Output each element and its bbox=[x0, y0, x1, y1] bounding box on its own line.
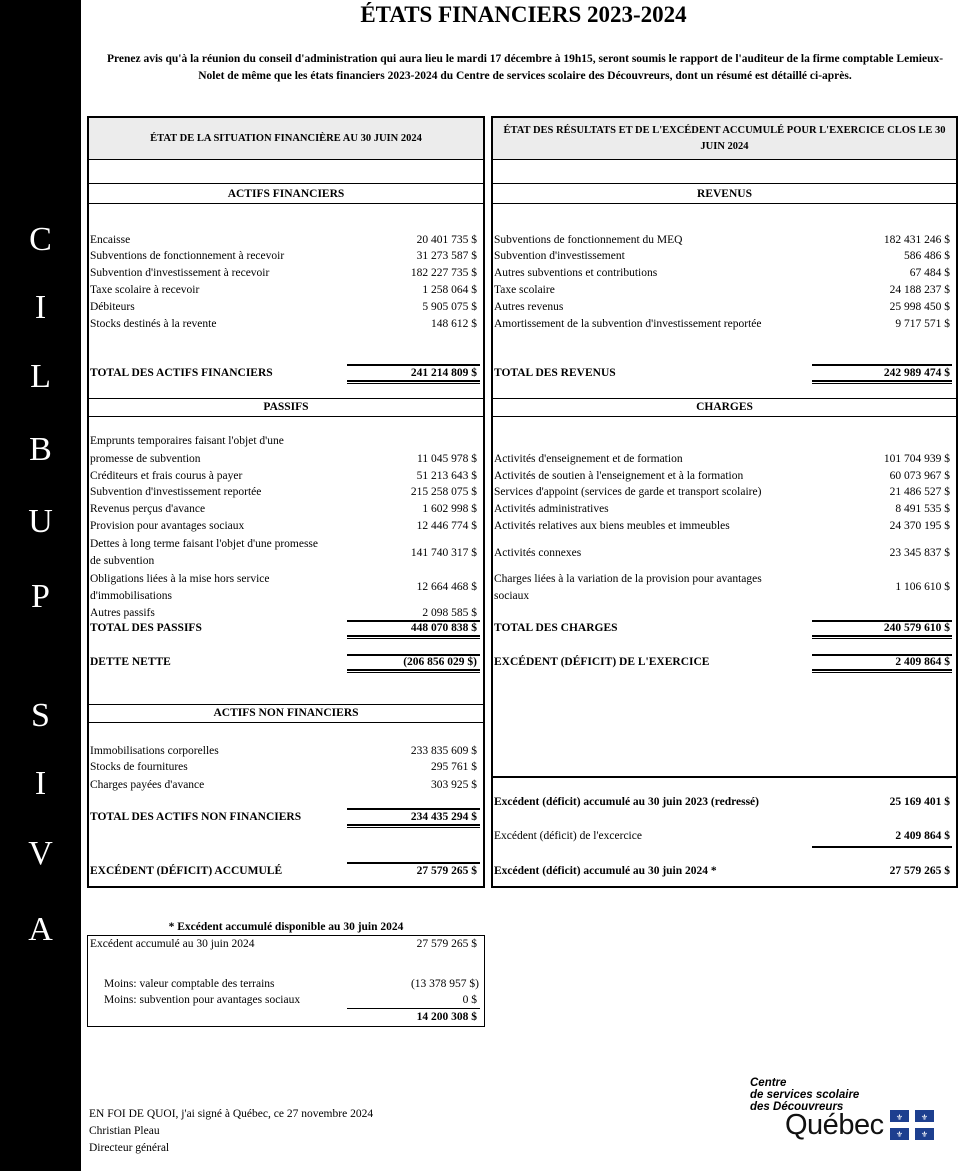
exercice-label: Excédent (déficit) de l'excercice bbox=[494, 830, 642, 842]
total-label: TOTAL DES PASSIFS bbox=[90, 622, 202, 634]
line-value: 12 446 774 $ bbox=[416, 520, 477, 532]
section-title: CHARGES bbox=[696, 401, 753, 413]
cssd-logo-text bbox=[750, 1077, 859, 1113]
total-value: 240 579 610 $ bbox=[883, 622, 950, 634]
line-label: Services d'appoint (services de garde et transport scolaire) bbox=[494, 486, 762, 498]
line-value: 148 612 $ bbox=[431, 318, 477, 330]
line-value: 1 258 064 $ bbox=[422, 284, 477, 296]
line-label: Subvention d'investissement bbox=[494, 250, 625, 262]
line-value: 67 484 $ bbox=[909, 267, 950, 279]
sidebar-letter: V bbox=[28, 835, 53, 872]
exercice-value: 2 409 864 $ bbox=[895, 830, 950, 842]
total-label: TOTAL DES CHARGES bbox=[494, 622, 618, 634]
line-value: 5 905 075 $ bbox=[422, 301, 477, 313]
line-value: (13 378 957 $) bbox=[410, 978, 479, 990]
line-value: 24 370 195 $ bbox=[889, 520, 950, 532]
line-value: 303 925 $ bbox=[431, 779, 477, 791]
line-label: Stocks de fournitures bbox=[90, 761, 188, 773]
signature-line: EN FOI DE QUOI, j'ai signé à Québec, ce 27 novembre 2024 bbox=[89, 1108, 374, 1120]
dette-nette-label: DETTE NETTE bbox=[90, 656, 171, 668]
line-value: 21 486 527 $ bbox=[889, 486, 950, 498]
section-title: PASSIFS bbox=[263, 401, 309, 413]
line-value: 586 486 $ bbox=[904, 250, 950, 262]
line-label: Activités relatives aux biens meubles et immeubles bbox=[494, 520, 730, 532]
line-label: d'immobilisations bbox=[90, 590, 172, 602]
notice-text: Prenez avis qu'à la réunion du conseil d'administration qui aura lieu le mardi 17 décembre à 19h15, seront soumis le rapport de l'auditeur de la firme comptable Lemieux-Nolet de même que les états financiers 2023-2024 du Centre de services scolaire des Découvreurs, dont un résumé est détaillé ci-après. bbox=[106, 53, 944, 82]
line-value: 0 $ bbox=[462, 994, 477, 1006]
svg-text:⚜: ⚜ bbox=[895, 1130, 904, 1139]
line-label: Autres revenus bbox=[494, 301, 564, 313]
line-label: Subventions de fonctionnement du MEQ bbox=[494, 234, 683, 246]
sidebar-letter: L bbox=[30, 358, 51, 395]
total-label: TOTAL DES ACTIFS FINANCIERS bbox=[90, 367, 273, 379]
line-value: 51 213 643 $ bbox=[416, 470, 477, 482]
dette-nette-value: (206 856 029 $) bbox=[403, 656, 477, 668]
line-label: Charges liées à la variation de la provision pour avantages bbox=[494, 573, 762, 585]
line-value: 23 345 837 $ bbox=[889, 547, 950, 559]
total-label: TOTAL DES ACTIFS NON FINANCIERS bbox=[90, 811, 302, 823]
line-value: 27 579 265 $ bbox=[416, 938, 477, 950]
line-value: 2 098 585 $ bbox=[422, 607, 477, 619]
sidebar-letter: U bbox=[28, 503, 53, 540]
line-label: Excédent accumulé au 30 juin 2024 bbox=[90, 938, 255, 950]
line-value: 31 273 587 $ bbox=[416, 250, 477, 262]
line-label: Activités connexes bbox=[494, 547, 582, 559]
accum-2023-label: Excédent (déficit) accumulé au 30 juin 2023 (redressé) bbox=[494, 796, 759, 808]
line-value: 101 704 939 $ bbox=[883, 453, 950, 465]
line-value: 1 602 998 $ bbox=[422, 503, 477, 515]
line-value: 24 188 237 $ bbox=[889, 284, 950, 296]
line-label: Autres subventions et contributions bbox=[494, 267, 658, 279]
line-label: Revenus perçus d'avance bbox=[90, 503, 206, 515]
sidebar-letter: I bbox=[34, 765, 47, 802]
line-label: Moins: subvention pour avantages sociaux bbox=[104, 994, 301, 1006]
excedent-exercice-label: EXCÉDENT (DÉFICIT) DE L'EXERCICE bbox=[494, 656, 710, 668]
line-label: Obligations liées à la mise hors service bbox=[90, 573, 270, 585]
svg-text:⚜: ⚜ bbox=[920, 1130, 929, 1139]
line-label: Emprunts temporaires faisant l'objet d'une bbox=[90, 435, 284, 447]
svg-text:⚜: ⚜ bbox=[895, 1113, 904, 1122]
line-value: 20 401 735 $ bbox=[416, 234, 477, 246]
total-value: 448 070 838 $ bbox=[410, 622, 477, 634]
financial-position-header: ÉTAT DE LA SITUATION FINANCIÈRE AU 30 JUIN 2024 bbox=[89, 118, 483, 160]
logo-line: des Découvreurs bbox=[750, 1101, 844, 1113]
avis-public-sidebar bbox=[0, 0, 81, 1171]
line-value: 8 491 535 $ bbox=[895, 503, 950, 515]
sidebar-letter: A bbox=[28, 911, 53, 948]
section-title: REVENUS bbox=[697, 188, 752, 200]
line-value: 12 664 468 $ bbox=[416, 581, 477, 593]
accum-2023-value: 25 169 401 $ bbox=[889, 796, 950, 808]
line-label: sociaux bbox=[494, 590, 530, 602]
total-value: 242 989 474 $ bbox=[883, 367, 950, 379]
section-title: ACTIFS NON FINANCIERS bbox=[213, 707, 359, 719]
line-label: Immobilisations corporelles bbox=[90, 745, 219, 757]
line-label: Activités administratives bbox=[494, 503, 609, 515]
total-value: 241 214 809 $ bbox=[410, 367, 477, 379]
page-title: ÉTATS FINANCIERS 2023-2024 bbox=[360, 2, 687, 27]
line-label: Activités de soutien à l'enseignement et à la formation bbox=[494, 470, 744, 482]
line-label: Dettes à long terme faisant l'objet d'une promesse bbox=[90, 538, 319, 550]
signatory-name: Christian Pleau bbox=[89, 1125, 160, 1137]
line-label: Encaisse bbox=[90, 234, 131, 246]
line-value: 215 258 075 $ bbox=[410, 486, 477, 498]
quebec-wordmark: Québec bbox=[785, 1109, 884, 1141]
section-title: ACTIFS FINANCIERS bbox=[227, 188, 345, 200]
line-label: de subvention bbox=[90, 555, 155, 567]
sidebar-letter: C bbox=[29, 221, 52, 258]
line-label: Activités d'enseignement et de formation bbox=[494, 453, 683, 465]
signatory-title: Directeur général bbox=[89, 1142, 170, 1154]
sidebar-letter: P bbox=[31, 578, 50, 615]
line-label: Subvention d'investissement reportée bbox=[90, 486, 262, 498]
total-label: TOTAL DES REVENUS bbox=[494, 367, 616, 379]
total-value: 234 435 294 $ bbox=[410, 811, 477, 823]
sidebar-letter: S bbox=[31, 697, 50, 734]
line-label: Taxe scolaire bbox=[494, 284, 555, 296]
line-value: 295 761 $ bbox=[431, 761, 477, 773]
line-label: Autres passifs bbox=[90, 607, 155, 619]
line-label: Créditeurs et frais courus à payer bbox=[90, 470, 243, 482]
line-label: Subvention d'investissement à recevoir bbox=[90, 267, 270, 279]
excedent-value: 27 579 265 $ bbox=[416, 865, 477, 877]
results-header: ÉTAT DES RÉSULTATS ET DE L'EXCÉDENT ACCUMULÉ POUR L'EXERCICE CLOS LE 30 JUIN 2024 bbox=[493, 118, 956, 160]
line-value: 1 106 610 $ bbox=[895, 581, 950, 593]
sidebar-letter: I bbox=[34, 289, 47, 326]
accum-2024-value: 27 579 265 $ bbox=[889, 865, 950, 877]
line-label: Taxe scolaire à recevoir bbox=[90, 284, 200, 296]
line-label: promesse de subvention bbox=[90, 453, 201, 465]
line-value: 182 431 246 $ bbox=[883, 234, 950, 246]
line-label: Amortissement de la subvention d'investissement reportée bbox=[494, 318, 762, 330]
line-label: Subventions de fonctionnement à recevoir bbox=[90, 250, 285, 262]
line-label: Moins: valeur comptable des terrains bbox=[104, 978, 275, 990]
logo-line: Centre bbox=[750, 1077, 787, 1089]
quebec-flag-icon bbox=[890, 1110, 934, 1145]
line-value: 60 073 967 $ bbox=[889, 470, 950, 482]
excedent-label: EXCÉDENT (DÉFICIT) ACCUMULÉ bbox=[90, 865, 283, 877]
line-label: Charges payées d'avance bbox=[90, 779, 205, 791]
sidebar-letter: B bbox=[29, 431, 52, 468]
excedent-exercice-value: 2 409 864 $ bbox=[895, 656, 950, 668]
line-value: 182 227 735 $ bbox=[410, 267, 477, 279]
line-value: 141 740 317 $ bbox=[410, 547, 477, 559]
line-value: 233 835 609 $ bbox=[410, 745, 477, 757]
disponible-total: 14 200 308 $ bbox=[416, 1011, 477, 1023]
line-label: Débiteurs bbox=[90, 301, 135, 313]
line-value: 9 717 571 $ bbox=[895, 318, 950, 330]
svg-text:⚜: ⚜ bbox=[920, 1113, 929, 1122]
line-label: Stocks destinés à la revente bbox=[90, 318, 217, 330]
disponible-title: * Excédent accumulé disponible au 30 juin 2024 bbox=[168, 921, 404, 933]
line-label: Provision pour avantages sociaux bbox=[90, 520, 245, 532]
logo-line: de services scolaire bbox=[750, 1089, 860, 1101]
line-value: 25 998 450 $ bbox=[889, 301, 950, 313]
line-value: 11 045 978 $ bbox=[417, 453, 477, 465]
accum-2024-label: Excédent (déficit) accumulé au 30 juin 2024 * bbox=[494, 865, 717, 877]
